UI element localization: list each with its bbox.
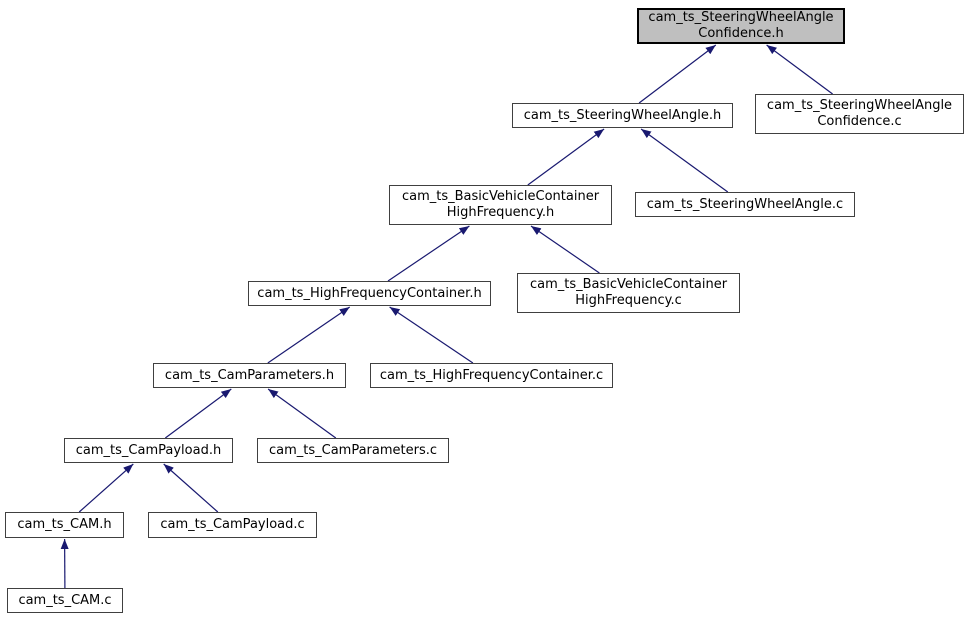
- graph-node-cam_ts_SteeringWheelAngle_h[interactable]: [512, 103, 733, 128]
- edge-cam_ts_BasicVehicleContainerHighFrequency_c-to-cam_ts_BasicVehicleContainerHighFrequency_h: [531, 226, 599, 273]
- graph-node-cam_ts_CamParameters_c[interactable]: [257, 438, 449, 463]
- graph-node-cam_ts_SteeringWheelAngleConfidence_h[interactable]: [637, 8, 845, 44]
- edge-cam_ts_HighFrequencyContainer_c-to-cam_ts_HighFrequencyContainer_h: [390, 307, 473, 363]
- edge-cam_ts_CamParameters_c-to-cam_ts_CamParameters_h: [268, 389, 336, 438]
- edge-cam_ts_SteeringWheelAngleConfidence_c-to-cam_ts_SteeringWheelAngleConfidence_h: [767, 45, 833, 94]
- edge-cam_ts_HighFrequencyContainer_h-to-cam_ts_BasicVehicleContainerHighFrequency_h: [388, 226, 469, 281]
- node-label-line: Confidence.h: [698, 26, 784, 41]
- node-label-line: cam_ts_CamPayload.c: [160, 517, 305, 532]
- node-label-line: cam_ts_CamParameters.h: [164, 367, 335, 383]
- edge-cam_ts_BasicVehicleContainerHighFrequency_h-to-cam_ts_SteeringWheelAngle_h: [528, 129, 604, 185]
- graph-node-cam_ts_CamPayload_h[interactable]: [64, 438, 233, 463]
- node-label-line: cam_ts_BasicVehicleContainer: [401, 189, 600, 204]
- node-label-line: cam_ts_BasicVehicleContainer: [529, 277, 728, 292]
- node-label-line: HighFrequency.h: [446, 205, 555, 220]
- node-label-line: cam_ts_SteeringWheelAngle: [648, 10, 834, 25]
- node-label-line: cam_ts_CAM.c: [18, 592, 112, 608]
- edge-cam_ts_CamPayload_h-to-cam_ts_CamParameters_h: [165, 389, 231, 438]
- node-label-line: cam_ts_CAM.h: [17, 517, 112, 532]
- graph-node-cam_ts_CAM_c[interactable]: [7, 588, 123, 613]
- node-label-line: cam_ts_SteeringWheelAngle: [766, 98, 953, 113]
- edge-cam_ts_CamPayload_c-to-cam_ts_CamPayload_h: [164, 464, 218, 512]
- node-label-line: cam_ts_SteeringWheelAngle.h: [523, 107, 722, 123]
- edge-cam_ts_CAM_h-to-cam_ts_CamPayload_h: [79, 464, 133, 512]
- node-label-line: HighFrequency.c: [575, 293, 682, 308]
- graph-node-cam_ts_HighFrequencyContainer_h[interactable]: [248, 281, 491, 306]
- node-label-line: Confidence.c: [817, 114, 902, 129]
- graph-node-cam_ts_HighFrequencyContainer_c[interactable]: [370, 363, 613, 388]
- edge-cam_ts_SteeringWheelAngle_h-to-cam_ts_SteeringWheelAngleConfidence_h: [639, 45, 716, 103]
- graph-node-cam_ts_CAM_h[interactable]: [5, 512, 124, 538]
- graph-node-cam_ts_BasicVehicleContainerHighFrequency_c[interactable]: [517, 273, 740, 313]
- edge-cam_ts_CamParameters_h-to-cam_ts_HighFrequencyContainer_h: [268, 307, 350, 363]
- node-label-line: cam_ts_HighFrequencyContainer.h: [257, 285, 482, 301]
- graph-node-cam_ts_SteeringWheelAngleConfidence_c[interactable]: [755, 94, 964, 134]
- edge-cam_ts_SteeringWheelAngle_c-to-cam_ts_SteeringWheelAngle_h: [641, 129, 728, 192]
- graph-node-cam_ts_CamPayload_c[interactable]: [148, 512, 317, 538]
- node-label-line: cam_ts_CamParameters.c: [268, 442, 438, 458]
- node-label-line: cam_ts_HighFrequencyContainer.c: [379, 367, 604, 383]
- node-label-line: cam_ts_SteeringWheelAngle.c: [646, 196, 844, 212]
- graph-node-cam_ts_CamParameters_h[interactable]: [153, 363, 346, 388]
- node-label-line: cam_ts_CamPayload.h: [75, 442, 222, 458]
- graph-node-cam_ts_BasicVehicleContainerHighFrequency_h[interactable]: [389, 185, 612, 225]
- graph-node-cam_ts_SteeringWheelAngle_c[interactable]: [635, 192, 855, 217]
